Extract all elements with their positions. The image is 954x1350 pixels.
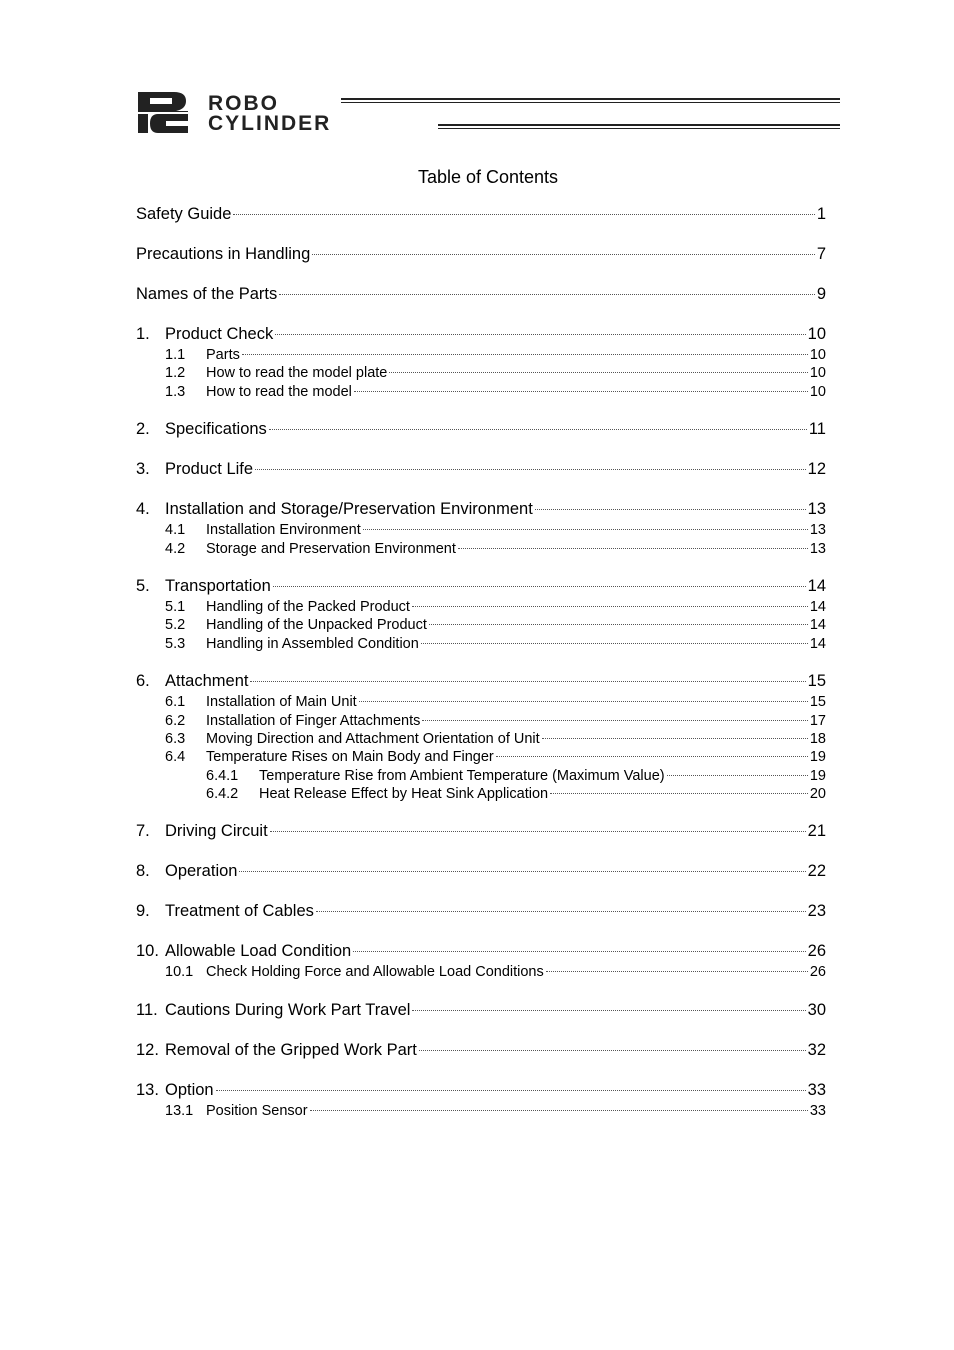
toc-entry-page: 21 bbox=[807, 822, 826, 841]
toc-entry-number: 5.1 bbox=[165, 598, 186, 615]
toc-entry-number: 12. bbox=[136, 1040, 159, 1059]
toc-entry-label: Installation of Finger Attachments bbox=[206, 712, 421, 729]
toc-entry-label: Moving Direction and Attachment Orientation of Unit bbox=[206, 730, 540, 747]
toc-entry-label: Transportation bbox=[165, 576, 271, 595]
toc-entry[interactable] bbox=[136, 245, 826, 267]
toc-leader-dots bbox=[419, 1050, 806, 1051]
toc-entry[interactable] bbox=[136, 1081, 826, 1103]
toc-entry-page: 30 bbox=[807, 1000, 826, 1019]
toc-entry[interactable] bbox=[136, 1103, 826, 1121]
section-gap bbox=[136, 1063, 826, 1081]
toc-entry-number: 4.2 bbox=[165, 540, 186, 557]
toc-entry[interactable] bbox=[136, 420, 826, 442]
toc-leader-dots bbox=[359, 701, 808, 702]
toc-leader-dots bbox=[389, 372, 808, 373]
toc-entry[interactable] bbox=[136, 768, 826, 786]
toc-leader-dots bbox=[275, 334, 805, 335]
toc-entry-label: Heat Release Effect by Heat Sink Application bbox=[259, 786, 549, 803]
toc-entry-number: 10.1 bbox=[165, 964, 194, 981]
toc-entry[interactable] bbox=[136, 205, 826, 227]
toc-leader-dots bbox=[412, 606, 808, 607]
toc-entry-page: 12 bbox=[807, 460, 826, 479]
toc-leader-dots bbox=[310, 1110, 808, 1111]
section-gap bbox=[136, 559, 826, 577]
toc-leader-dots bbox=[667, 775, 808, 776]
toc-entry-label: Product Check bbox=[165, 325, 274, 343]
toc-entry-page: 26 bbox=[807, 942, 826, 961]
toc-leader-dots bbox=[269, 429, 807, 430]
toc-leader-dots bbox=[242, 354, 808, 355]
toc-entry[interactable] bbox=[136, 500, 826, 522]
toc-entry-label: Specifications bbox=[165, 420, 267, 439]
toc-entry-label: Removal of the Gripped Work Part bbox=[165, 1040, 417, 1059]
toc-entry-label: Handling in Assembled Condition bbox=[206, 635, 419, 652]
toc-leader-dots bbox=[316, 911, 806, 912]
toc-entry-page: 13 bbox=[807, 500, 826, 519]
toc-entry-page: 14 bbox=[809, 635, 826, 652]
toc-entry-page: 14 bbox=[809, 598, 826, 615]
toc-entry[interactable] bbox=[136, 460, 826, 482]
brand-line-2: CYLINDER bbox=[208, 112, 332, 135]
toc-entry-page: 17 bbox=[809, 712, 826, 729]
toc-entry-number: 6. bbox=[136, 672, 150, 691]
page-header bbox=[136, 90, 840, 135]
toc-entry[interactable] bbox=[136, 672, 826, 694]
toc-leader-dots bbox=[250, 681, 805, 682]
toc-leader-dots bbox=[535, 509, 806, 510]
toc-entry[interactable] bbox=[136, 749, 826, 767]
toc-leader-dots bbox=[422, 720, 807, 721]
toc-entry-page: 10 bbox=[809, 365, 826, 382]
toc-entry-number: 13.1 bbox=[165, 1102, 194, 1119]
toc-entry[interactable] bbox=[136, 384, 826, 402]
toc-entry[interactable] bbox=[136, 347, 826, 365]
toc-entry[interactable] bbox=[136, 694, 826, 712]
toc-entry-number: 2. bbox=[136, 420, 150, 439]
toc-entry-page: 14 bbox=[807, 576, 826, 595]
toc-entry-page: 19 bbox=[809, 749, 826, 766]
toc-leader-dots bbox=[239, 871, 805, 872]
toc-entry-number: 6.4.1 bbox=[206, 767, 239, 784]
toc-entry-page: 20 bbox=[809, 786, 826, 803]
section-gap bbox=[136, 227, 826, 245]
toc-entry-number: 5.2 bbox=[165, 617, 186, 634]
section-gap bbox=[136, 884, 826, 902]
toc-entry[interactable] bbox=[136, 902, 826, 924]
toc-entry[interactable] bbox=[136, 599, 826, 617]
toc-entry[interactable] bbox=[136, 617, 826, 635]
toc-leader-dots bbox=[458, 548, 808, 549]
toc-entry-label: Installation and Storage/Preservation Environment bbox=[165, 500, 533, 519]
section-gap bbox=[136, 442, 826, 460]
toc-entry[interactable] bbox=[136, 1041, 826, 1063]
toc-leader-dots bbox=[273, 586, 806, 587]
toc-entry-number: 4.1 bbox=[165, 522, 186, 539]
section-gap bbox=[136, 1023, 826, 1041]
toc-entry-label: Safety Guide bbox=[136, 205, 232, 223]
toc-entry-number: 5. bbox=[136, 576, 150, 595]
toc-entry-label: How to read the model bbox=[206, 383, 352, 400]
toc-entry-page: 18 bbox=[809, 730, 826, 747]
header-rule-top bbox=[341, 98, 840, 103]
toc-entry-number: 6.4.2 bbox=[206, 786, 239, 803]
toc-entry-label: Treatment of Cables bbox=[165, 902, 314, 921]
toc-entry-label: Check Holding Force and Allowable Load Conditions bbox=[206, 964, 544, 981]
toc-entry-page: 10 bbox=[809, 383, 826, 400]
section-gap bbox=[136, 654, 826, 672]
section-gap bbox=[136, 482, 826, 500]
toc-entry-page: 10 bbox=[807, 325, 826, 343]
toc-entry-label: Allowable Load Condition bbox=[165, 942, 352, 961]
toc-entry-label: Position Sensor bbox=[206, 1102, 308, 1119]
toc-entry[interactable] bbox=[136, 713, 826, 731]
toc-leader-dots bbox=[546, 971, 808, 972]
header-rule-bottom bbox=[438, 124, 840, 129]
section-gap bbox=[136, 844, 826, 862]
toc-entry-page: 15 bbox=[807, 672, 826, 691]
toc-entry[interactable] bbox=[136, 862, 826, 884]
toc-entry-number: 9. bbox=[136, 902, 150, 921]
section-gap bbox=[136, 307, 826, 325]
toc-leader-dots bbox=[412, 1010, 805, 1011]
toc-entry-label: Storage and Preservation Environment bbox=[206, 540, 456, 557]
toc-entry-page: 22 bbox=[807, 862, 826, 881]
toc-leader-dots bbox=[312, 254, 815, 255]
toc-entry-label: Driving Circuit bbox=[165, 822, 268, 841]
toc-entry-number: 4. bbox=[136, 500, 150, 519]
table-of-contents bbox=[136, 205, 826, 1121]
toc-entry-page: 19 bbox=[809, 767, 826, 784]
toc-entry[interactable] bbox=[136, 541, 826, 559]
toc-entry-label: Installation of Main Unit bbox=[206, 694, 357, 711]
toc-entry-label: Temperature Rises on Main Body and Finger bbox=[206, 749, 494, 766]
toc-leader-dots bbox=[421, 643, 808, 644]
toc-entry-page: 15 bbox=[809, 694, 826, 711]
toc-leader-dots bbox=[542, 738, 808, 739]
toc-entry[interactable] bbox=[136, 731, 826, 749]
toc-entry[interactable] bbox=[136, 325, 826, 347]
toc-entry-label: Temperature Rise from Ambient Temperature (Maximum Value) bbox=[259, 767, 665, 784]
toc-entry[interactable] bbox=[136, 577, 826, 599]
toc-entry-page: 23 bbox=[807, 902, 826, 921]
toc-entry-label: Names of the Parts bbox=[136, 285, 278, 303]
toc-entry-label: Attachment bbox=[165, 672, 249, 691]
toc-entry-page: 14 bbox=[809, 617, 826, 634]
toc-entry-number: 1.1 bbox=[165, 347, 186, 363]
section-gap bbox=[136, 402, 826, 420]
section-gap bbox=[136, 983, 826, 1001]
toc-entry-page: 9 bbox=[816, 285, 826, 303]
page-title: Table of Contents bbox=[417, 167, 559, 187]
toc-leader-dots bbox=[270, 831, 806, 832]
toc-entry[interactable] bbox=[136, 636, 826, 654]
toc-entry-page: 33 bbox=[807, 1080, 826, 1099]
toc-entry[interactable] bbox=[136, 1001, 826, 1023]
toc-leader-dots bbox=[363, 529, 808, 530]
toc-entry-number: 1.3 bbox=[165, 383, 186, 400]
toc-entry-page: 26 bbox=[809, 964, 826, 981]
toc-entry-number: 6.3 bbox=[165, 730, 186, 747]
toc-entry-label: Operation bbox=[165, 862, 238, 881]
toc-leader-dots bbox=[216, 1090, 806, 1091]
toc-entry-number: 10. bbox=[136, 942, 159, 961]
toc-entry[interactable] bbox=[136, 522, 826, 540]
toc-entry-page: 11 bbox=[808, 420, 826, 439]
toc-leader-dots bbox=[279, 294, 815, 295]
toc-entry-number: 5.3 bbox=[165, 635, 186, 652]
section-gap bbox=[136, 804, 826, 822]
toc-entry-number: 1. bbox=[136, 325, 150, 343]
toc-leader-dots bbox=[496, 756, 808, 757]
toc-entry-label: Handling of the Unpacked Product bbox=[206, 617, 427, 634]
toc-entry[interactable] bbox=[136, 285, 826, 307]
toc-entry[interactable] bbox=[136, 964, 826, 982]
toc-entry-page: 1 bbox=[816, 205, 826, 223]
toc-entry-label: Parts bbox=[206, 347, 240, 363]
toc-entry-number: 13. bbox=[136, 1080, 159, 1099]
brand-line-1: ROBO bbox=[208, 92, 279, 115]
toc-entry[interactable] bbox=[136, 786, 826, 804]
toc-entry-label: Precautions in Handling bbox=[136, 245, 311, 263]
toc-entry-label: Option bbox=[165, 1080, 214, 1099]
section-gap bbox=[136, 267, 826, 285]
toc-entry-number: 1.2 bbox=[165, 365, 186, 382]
toc-entry-page: 10 bbox=[809, 347, 826, 363]
toc-leader-dots bbox=[353, 951, 805, 952]
toc-leader-dots bbox=[354, 391, 808, 392]
toc-entry-number: 6.1 bbox=[165, 694, 186, 711]
toc-entry-number: 6.2 bbox=[165, 712, 186, 729]
toc-entry-number: 8. bbox=[136, 862, 150, 881]
toc-entry-label: Cautions During Work Part Travel bbox=[165, 1000, 411, 1019]
toc-entry-page: 33 bbox=[809, 1102, 826, 1119]
toc-leader-dots bbox=[255, 469, 806, 470]
toc-entry-label: Installation Environment bbox=[206, 522, 361, 539]
toc-leader-dots bbox=[550, 793, 808, 794]
toc-leader-dots bbox=[233, 214, 814, 215]
toc-entry-page: 32 bbox=[807, 1040, 826, 1059]
toc-entry[interactable] bbox=[136, 365, 826, 383]
toc-entry-number: 11. bbox=[136, 1000, 158, 1019]
toc-entry-label: Product Life bbox=[165, 460, 254, 479]
toc-entry-page: 13 bbox=[809, 522, 826, 539]
toc-entry[interactable] bbox=[136, 822, 826, 844]
toc-entry-label: Handling of the Packed Product bbox=[206, 598, 410, 615]
toc-leader-dots bbox=[429, 624, 808, 625]
toc-entry-number: 7. bbox=[136, 822, 150, 841]
toc-entry-number: 3. bbox=[136, 460, 150, 479]
toc-entry[interactable] bbox=[136, 942, 826, 964]
section-gap bbox=[136, 924, 826, 942]
toc-entry-number: 6.4 bbox=[165, 749, 186, 766]
rc-logo-icon bbox=[136, 90, 204, 135]
toc-entry-page: 13 bbox=[809, 540, 826, 557]
toc-entry-label: How to read the model plate bbox=[206, 365, 388, 382]
toc-entry-page: 7 bbox=[816, 245, 826, 263]
